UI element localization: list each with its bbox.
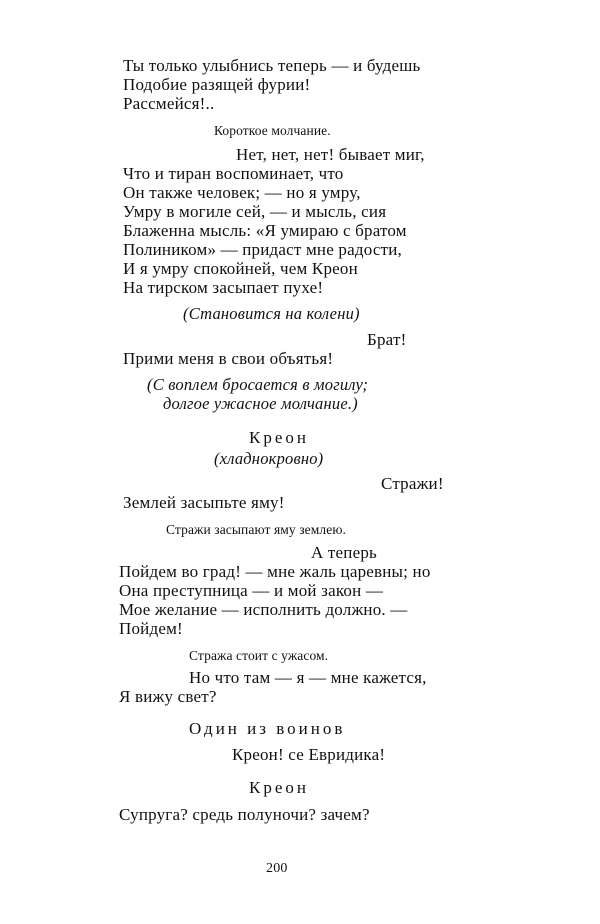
speaker-name: Креон	[249, 428, 309, 447]
stage-direction: Стража стоит с ужасом.	[189, 648, 329, 663]
verse-line: Пойдем!	[119, 619, 183, 638]
verse-line: Я вижу свет?	[119, 687, 217, 706]
stage-direction: (хладнокровно)	[214, 449, 324, 468]
verse-line: Что и тиран воспоминает, что	[123, 164, 344, 183]
verse-line: Супруга? средь полуночи? зачем?	[119, 805, 370, 824]
stage-direction: (С воплем бросается в могилу;	[147, 375, 369, 394]
verse-line: Подобие разящей фурии!	[123, 75, 311, 94]
verse-line: И я умру спокойней, чем Креон	[123, 259, 358, 278]
stage-direction: долгое ужасное молчание.)	[163, 394, 358, 413]
verse-line: Креон! се Евридика!	[232, 745, 386, 764]
verse-line: Пойдем во град! — мне жаль царевны; но	[119, 562, 431, 581]
stage-direction: Стражи засыпают яму землею.	[166, 522, 346, 537]
verse-line: Полиником» — придаст мне радости,	[123, 240, 402, 259]
verse-line: Она преступница — и мой закон —	[119, 581, 384, 600]
verse-line: Умру в могиле сей, — и мысль, сия	[123, 202, 387, 221]
verse-line: Нет, нет, нет! бывает миг,	[236, 145, 425, 164]
verse-line: Ты только улыбнись теперь — и будешь	[123, 56, 421, 75]
verse-line: Блаженна мысль: «Я умираю с братом	[123, 221, 407, 240]
verse-line: Прими меня в свои объятья!	[123, 349, 334, 368]
verse-line: Брат!	[367, 330, 407, 349]
page-number: 200	[266, 861, 288, 876]
verse-line: Стражи!	[381, 474, 444, 493]
verse-line: Рассмейся!..	[123, 94, 215, 113]
speaker-name: Один из воинов	[189, 719, 346, 738]
speaker-name: Креон	[249, 778, 309, 797]
verse-line: Он также человек; — но я умру,	[123, 183, 361, 202]
verse-line: А теперь	[311, 543, 377, 562]
stage-direction: (Становится на колени)	[183, 304, 360, 323]
verse-line: Но что там — я — мне кажется,	[189, 668, 427, 687]
verse-line: На тирском засыпает пухе!	[123, 278, 324, 297]
verse-line: Землей засыпьте яму!	[123, 493, 285, 512]
stage-direction: Короткое молчание.	[214, 123, 331, 138]
verse-line: Мое желание — исполнить должно. —	[119, 600, 408, 619]
